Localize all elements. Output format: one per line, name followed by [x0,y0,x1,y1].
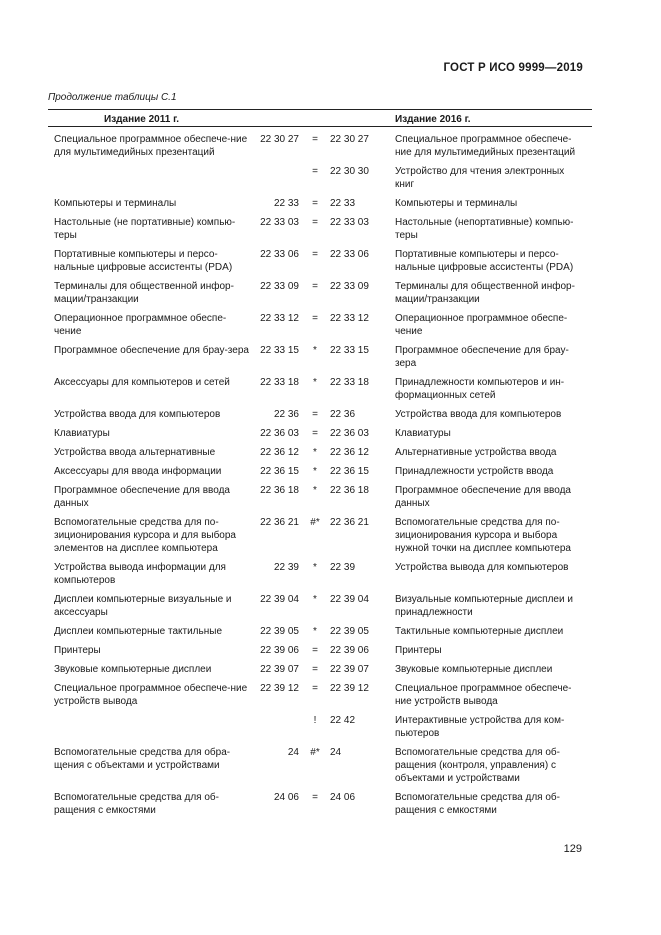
name-2011: Специальное программное обеспече-ние устройств вывода [54,683,248,707]
name-2011: Настольные (не портативные) компью-теры [54,217,236,241]
name-2016: Программное обеспечение для ввода данных [395,485,571,509]
code-2016: 24 [330,747,342,758]
code-2016: 24 06 [330,792,356,803]
code-2011: 22 33 06 [260,249,299,260]
name-2016: Альтернативные устройства ввода [395,447,557,458]
name-2011: Устройства вывода информации для компьютеров [54,562,226,586]
code-2011: 22 39 [273,562,299,573]
code-2011: 22 39 04 [260,594,299,605]
code-2011: 22 33 09 [260,281,299,292]
table-row [48,663,592,676]
name-2016: Визуальные компьютерные дисплеи и принадлежности [395,594,573,618]
code-2016: 22 33 09 [330,281,369,292]
name-2016: Принадлежности компьютеров и ин-формационных сетей [395,377,565,401]
code-2016: 22 39 06 [330,645,369,656]
table-row [48,465,592,478]
code-2016: 22 39 12 [330,683,369,694]
table-row [48,165,592,191]
code-2016: 22 30 27 [330,134,369,145]
correspondence-table [48,127,592,824]
relation-mark: = [312,664,318,675]
table-row [48,593,592,619]
table-row [48,376,592,402]
relation-mark: * [313,485,317,496]
code-2016: 22 39 [330,562,356,573]
relation-mark: = [312,134,318,145]
relation-mark: = [312,428,318,439]
name-2011: Компьютеры и терминалы [54,198,177,209]
name-2016: Вспомогательные средства для по-зиционирования курсора и выбора нужной точки на дисплее компьютера [395,517,571,554]
name-2016: Вспомогательные средства для об-ращения с емкостями [395,792,560,816]
name-2016: Настольные (непортативные) компью-теры [395,217,574,241]
name-2016: Звуковые компьютерные дисплеи [395,664,553,675]
name-2011: Устройства ввода для компьютеров [54,409,221,420]
name-2011: Программное обеспечение для брау-зера [54,345,249,356]
code-2016: 22 39 04 [330,594,369,605]
table-row [48,427,592,440]
table-row [48,561,592,587]
name-2011: Портативные компьютеры и персо-нальные цифровые ассистенты (PDA) [54,249,233,273]
relation-mark: = [312,166,318,177]
table-row [48,280,592,306]
table-row [48,644,592,657]
name-2011: Звуковые компьютерные дисплеи [54,664,212,675]
code-2011: 22 33 12 [260,313,299,324]
name-2011: Аксессуары для компьютеров и сетей [54,377,230,388]
code-2016: 22 36 15 [330,466,369,477]
standard-header: ГОСТ Р ИСО 9999—2019 [443,62,583,74]
relation-mark: = [312,645,318,656]
code-2011: 22 33 18 [260,377,299,388]
code-2011: 22 36 21 [260,517,299,528]
table-row [48,516,592,555]
relation-mark: = [312,792,318,803]
relation-mark: ! [313,715,317,726]
table-row [48,682,592,708]
name-2011: Дисплеи компьютерные тактильные [54,626,223,637]
name-2016: Устройства вывода для компьютеров [395,562,569,573]
code-2016: 22 36 18 [330,485,369,496]
code-2016: 22 36 [330,409,356,420]
relation-mark: #* [310,747,320,758]
code-2016: 22 33 06 [330,249,369,260]
relation-mark: * [313,447,317,458]
name-2016: Клавиатуры [395,428,451,439]
relation-mark: = [312,313,318,324]
table-row [48,714,592,740]
name-2016: Устройство для чтения электронных книг [395,166,565,190]
table-row [48,133,592,159]
name-2011: Специальное программное обеспече-ние для мультимедийных презентаций [54,134,248,158]
name-2011: Программное обеспечение для ввода данных [54,485,230,509]
table-row [48,197,592,210]
relation-mark: = [312,217,318,228]
name-2011: Вспомогательные средства для обра-щения с объектами и устройствами [54,747,231,771]
name-2016: Принтеры [395,645,442,656]
table-top-rule [48,109,592,110]
relation-mark: = [312,198,318,209]
name-2011: Принтеры [54,645,101,656]
name-2011: Дисплеи компьютерные визуальные и аксессуары [54,594,232,618]
name-2016: Терминалы для общественной инфор-мации/транзакции [395,281,575,305]
name-2016: Операционное программное обеспе-чение [395,313,568,337]
name-2016: Специальное программное обеспече-ние устройств вывода [395,683,572,707]
table-row [48,248,592,274]
table-row [48,344,592,370]
name-2016: Устройства ввода для компьютеров [395,409,562,420]
code-2016: 22 36 21 [330,517,369,528]
relation-mark: * [313,466,317,477]
relation-mark: * [313,594,317,605]
code-2016: 22 39 07 [330,664,369,675]
table-row [48,746,592,785]
relation-mark: #* [310,517,320,528]
code-2016: 22 30 30 [330,166,369,177]
table-caption: Продолжение таблицы С.1 [48,92,177,103]
name-2016: Интерактивные устройства для ком-пьютеров [395,715,565,739]
code-2011: 22 36 12 [260,447,299,458]
name-2016: Вспомогательные средства для об-ращения (контроля, управления) с объектами и устройствами [395,747,560,784]
name-2011: Устройства ввода альтернативные [54,447,216,458]
column-header-2011: Издание 2011 г. [104,114,180,125]
table-row [48,312,592,338]
code-2011: 22 39 07 [260,664,299,675]
name-2011: Клавиатуры [54,428,110,439]
code-2011: 24 06 [273,792,299,803]
name-2011: Терминалы для общественной инфор-мации/транзакции [54,281,234,305]
name-2011: Аксессуары для ввода информации [54,466,222,477]
code-2011: 22 39 06 [260,645,299,656]
code-2016: 22 33 12 [330,313,369,324]
name-2016: Тактильные компьютерные дисплеи [395,626,564,637]
code-2016: 22 36 12 [330,447,369,458]
code-2011: 22 30 27 [260,134,299,145]
code-2011: 22 36 [273,409,299,420]
code-2016: 22 33 18 [330,377,369,388]
name-2016: Программное обеспечение для брау-зера [395,345,569,369]
code-2011: 22 36 18 [260,485,299,496]
name-2011: Операционное программное обеспе-чение [54,313,227,337]
code-2011: 22 39 05 [260,626,299,637]
relation-mark: = [312,249,318,260]
relation-mark: * [313,562,317,573]
name-2016: Специальное программное обеспече-ние для мультимедийных презентаций [395,134,576,158]
name-2016: Портативные компьютеры и персо-нальные цифровые ассистенты (PDA) [395,249,574,273]
relation-mark: = [312,409,318,420]
code-2016: 22 42 [330,715,356,726]
table-row [48,625,592,638]
name-2016: Компьютеры и терминалы [395,198,518,209]
code-2011: 22 33 03 [260,217,299,228]
code-2011: 24 [287,747,299,758]
code-2016: 22 36 03 [330,428,369,439]
table-row [48,408,592,421]
name-2016: Принадлежности устройств ввода [395,466,554,477]
relation-mark: * [313,345,317,356]
name-2011: Вспомогательные средства для об-ращения с емкостями [54,792,219,816]
table-row [48,791,592,817]
table-row [48,484,592,510]
table-row [48,216,592,242]
code-2016: 22 33 03 [330,217,369,228]
relation-mark: = [312,683,318,694]
code-2016: 22 33 15 [330,345,369,356]
relation-mark: * [313,377,317,388]
code-2011: 22 33 15 [260,345,299,356]
page-number: 129 [563,843,582,855]
code-2011: 22 33 [273,198,299,209]
code-2016: 22 33 [330,198,356,209]
relation-mark: * [313,626,317,637]
name-2011: Вспомогательные средства для по-зиционирования курсора и для выбора элементов на дисплее компьютера [54,517,236,554]
table-row [48,446,592,459]
column-header-2016: Издание 2016 г. [395,114,471,125]
code-2011: 22 36 15 [260,466,299,477]
relation-mark: = [312,281,318,292]
code-2011: 22 36 03 [260,428,299,439]
code-2011: 22 39 12 [260,683,299,694]
code-2016: 22 39 05 [330,626,369,637]
